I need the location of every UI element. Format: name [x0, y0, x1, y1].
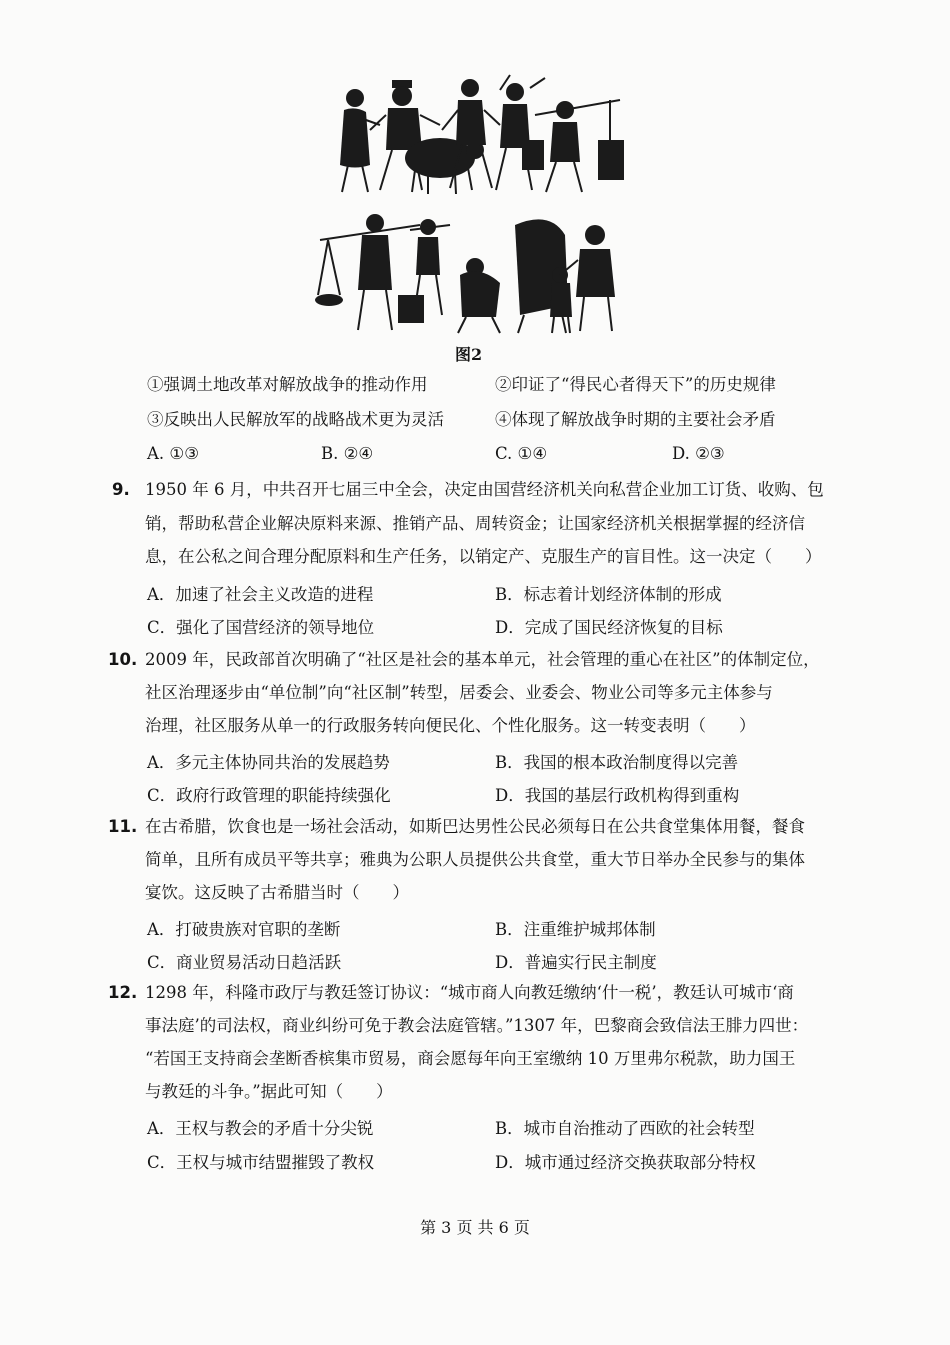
q10-option-d: D．我国的基层行政机构得到重构: [495, 786, 740, 805]
q8-statement-3: ③反映出人民解放军的战略战术更为灵活: [147, 410, 444, 429]
q12-number: 12.: [108, 983, 138, 1002]
q11-option-b: B．注重维护城邦体制: [495, 920, 656, 939]
q10-stem-line-2: 社区治理逐步由“单位制”向“社区制”转型，居委会、业委会、物业公司等多元主体参与: [145, 683, 773, 702]
q12-option-c: C．王权与城市结盟摧毁了教权: [147, 1153, 375, 1172]
woodcut-illustration-bottom: [310, 205, 650, 337]
q11-stem-line-1: 在古希腊，饮食也是一场社会活动，如斯巴达男性公民必须每日在公共食堂集体用餐，餐食: [145, 817, 805, 836]
figure-caption: 图2: [455, 345, 483, 364]
q10-option-b: B．我国的根本政治制度得以完善: [495, 753, 739, 772]
q11-stem-line-2: 简单，且所有成员平等共享；雅典为公职人员提供公共食堂，重大节日举办全民参与的集体: [145, 850, 805, 869]
q11-option-c: C．商业贸易活动日趋活跃: [147, 953, 342, 972]
q12-stem-line-4: 与教廷的斗争。”据此可知（ ）: [145, 1082, 393, 1101]
q8-statement-1: ①强调土地改革对解放战争的推动作用: [147, 375, 428, 394]
q8-option-a: A. ①③: [147, 444, 199, 463]
q9-number: 9.: [112, 480, 130, 499]
q12-stem-line-2: 事法庭’的司法权，商业纠纷可免于教会法庭管辖。”1307 年，巴黎商会致信法王腓力四世：: [145, 1016, 809, 1035]
q9-stem-line-3: 息，在公私之间合理分配原料和生产任务，以销定产、克服生产的盲目性。这一决定（ ）: [145, 547, 822, 566]
q9-stem-line-2: 销，帮助私营企业解决原料来源、推销产品、周转资金；让国家经济机关根据掌握的经济信: [145, 514, 805, 533]
q11-number: 11.: [108, 817, 138, 836]
q12-stem-line-1: 1298 年，科隆市政厅与教廷签订协议：“城市商人向教廷缴纳‘什一税’，教廷认可城市‘商: [145, 983, 794, 1002]
q9-option-b: B．标志着计划经济体制的形成: [495, 585, 722, 604]
q10-number: 10.: [108, 650, 138, 669]
q10-stem-line-1: 2009 年，民政部首次明确了“社区是社会的基本单元，社会管理的重心在社区”的体制定位，: [145, 650, 820, 669]
q12-stem-line-3: “若国王支持商会垄断香槟集市贸易，商会愿每年向王室缴纳 10 万里弗尔税款，助力国王: [145, 1049, 796, 1068]
q12-option-d: D．城市通过经济交换获取部分特权: [495, 1153, 756, 1172]
q8-option-b: B. ②④: [321, 444, 374, 463]
q8-statement-4: ④体现了解放战争时期的主要社会矛盾: [495, 410, 776, 429]
q9-option-a: A．加速了社会主义改造的进程: [147, 585, 374, 604]
q11-option-d: D．普遍实行民主制度: [495, 953, 657, 972]
woodcut-illustration-top: [310, 70, 650, 200]
q8-option-d: D. ②③: [672, 444, 725, 463]
q11-option-a: A．打破贵族对官职的垄断: [147, 920, 341, 939]
page-footer: 第 3 页 共 6 页: [420, 1218, 530, 1237]
q9-option-d: D．完成了国民经济恢复的目标: [495, 618, 723, 637]
q10-stem-line-3: 治理，社区服务从单一的行政服务转向便民化、个性化服务。这一转变表明（ ）: [145, 716, 756, 735]
q10-option-c: C．政府行政管理的职能持续强化: [147, 786, 391, 805]
q9-option-c: C．强化了国营经济的领导地位: [147, 618, 375, 637]
q11-stem-line-3: 宴饮。这反映了古希腊当时（ ）: [145, 883, 409, 902]
q9-stem-line-1: 1950 年 6 月，中共召开七届三中全会，决定由国营经济机关向私营企业加工订货、收购、包: [145, 480, 824, 499]
q8-option-c: C. ①④: [495, 444, 548, 463]
q10-option-a: A．多元主体协同共治的发展趋势: [147, 753, 390, 772]
q12-option-a: A．王权与教会的矛盾十分尖锐: [147, 1119, 374, 1138]
q8-statement-2: ②印证了“得民心者得天下”的历史规律: [495, 375, 776, 394]
q12-option-b: B．城市自治推动了西欧的社会转型: [495, 1119, 755, 1138]
